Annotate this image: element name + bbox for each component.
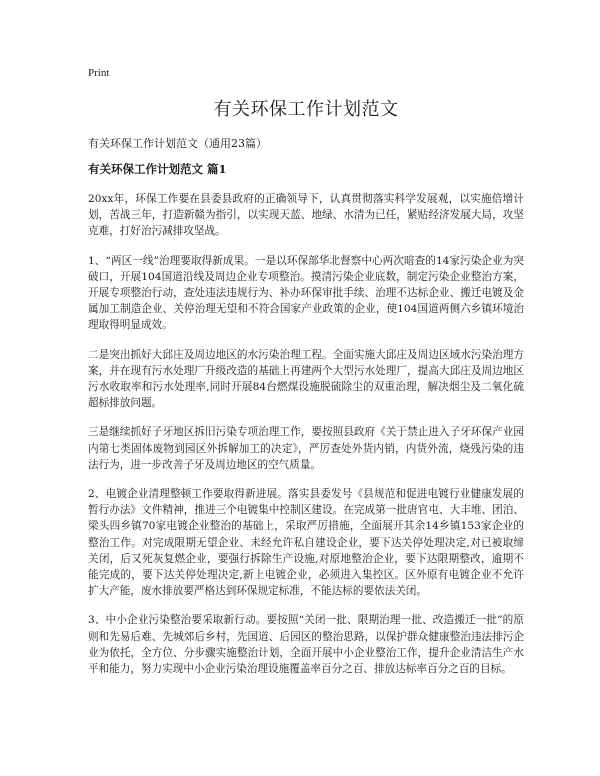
paragraph-intro: 20xx年，环保工作要在县委县政府的正确领导下，认真贯彻落实科学发展观，以实施倍增计划，苦战三年，打造新赣为指引，以实现天蓝、地绿、水清为已任，紧贴经济发展大局，攻坚克难，打好治污减排攻坚战。 xyxy=(88,193,524,238)
paragraph-item-1b: 二是突出抓好大邱庄及周边地区的水污染治理工程。全面实施大邱庄及周边区域水污染治理方案，并在现有污水处理厂升级改造的基础上再建两个大型污水处理厂，提高大邱庄及周边地区污水收取率和污水处理率,同时开展84台燃煤设施脱硫除尘的双重治理，解决烟尘及二氧化硫超标排放问题。 xyxy=(88,348,524,410)
section-heading: 有关环保工作计划范文 篇1 xyxy=(88,162,227,176)
paragraph-item-3: 3、中小企业污染整治要采取新行动。要按照“关闭一批、限期治理一批、改造搬迁一批”的原则和先易后难、先城郊后乡村，先国道、后园区的整治思路，以保护群众健康整治违法排污企业为依托，全方位、分步骤实施整治计划，全面开展中小企业整治工作，提升企业清洁生产水平和能力，努力实现中小企业污染治理设施覆盖率百分之百、排放达标率百分之百的目标。 xyxy=(88,614,524,676)
paragraph-item-1: 1、“两区一线”治理要取得新成果。一是以环保部华北督察中心两次暗查的14家污染企业为突破口，开展104国道沿线及周边企业专项整治。摸清污染企业底数，制定污染企业整治方案，开展专项整治行动，查处违法违规行为、补办环保审批手续、治理不达标企业、搬迁电镀及金属加工制造企业、关停治理无望和不符合国家产业政策的企业，使104国道两侧六乡镇环境治理取得明显成效。 xyxy=(88,254,524,332)
paragraph-item-1c: 三是继续抓好子牙地区拆旧污染专项治理工作，要按照县政府《关于禁止进入子牙环保产业园内第七类固体废物到园区外拆解加工的决定》，严厉查处外货内销，内货外流，烧残污染的违法行为，进一步改善子牙及周边地区的空气质量。 xyxy=(88,426,524,471)
paragraph-item-2: 2、电镀企业清理整顿工作要取得新进展。落实县委发号《县规范和促进电镀行业健康发展的暂行办法》文件精神，推进三个电镀集中控制区建设。在完成第一批唐官屯、大丰堆、团泊、梁头四乡镇70家电镀企业整治的基础上，采取严厉措施，全面展开其余14乡镇153家企业的整治工作。对完成限期无望企业、未经允许私自建设企业，要下达关停处理决定,对已被取缔关闭，后又死灰复燃企业，要强行拆除生产设施,对原地整治企业，要下达限期整改，逾期不能完成的，要下达关停处理决定,新上电镀企业，必须进入集控区。区外原有电镀企业不允许扩大产能，废水排放要严格达到环保规定标准，不能达标的要依法关闭。 xyxy=(88,488,524,598)
print-label[interactable]: Print xyxy=(88,67,110,79)
document-page xyxy=(88,66,524,690)
page-title: 有关环保工作计划范文 xyxy=(213,99,399,120)
document-subtitle: 有关环保工作计划范文（通用23篇） xyxy=(88,137,267,150)
